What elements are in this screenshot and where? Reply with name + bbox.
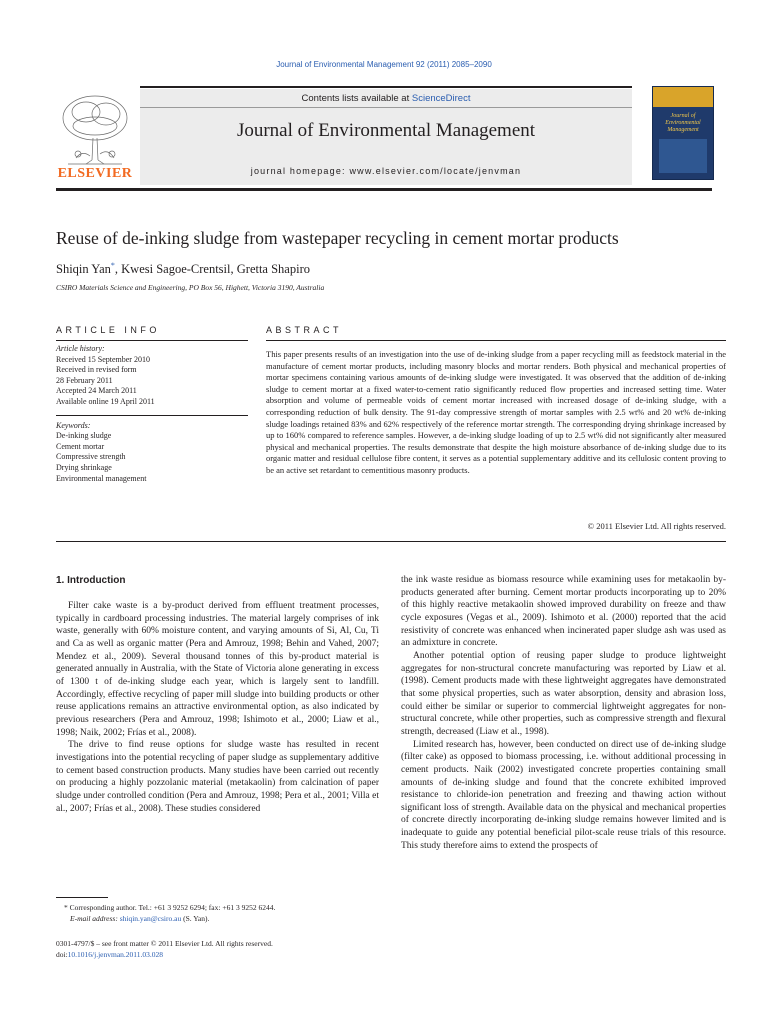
body-paragraph: the ink waste residue as biomass resource while examining uses for metakaolin by-products generated after burning. Cement mortar products incorporating up to 20% of this highly reactive metakaolin showed improved durability on freeze and thaw cycle exposures (Vegas et al., 2009). Ishimoto et al. (2000) reported that the acid resistivity of concrete was enhanced when incinerated paper sludge ash was used as an admixture in concrete. xyxy=(401,575,726,649)
section-heading-introduction: 1. Introduction xyxy=(56,575,126,586)
keywords-label: Keywords: xyxy=(56,420,91,430)
journal-homepage xyxy=(140,166,632,176)
keyword: Drying shrinkage xyxy=(56,462,112,472)
elsevier-wordmark: ELSEVIER xyxy=(57,166,133,181)
contents-line xyxy=(140,93,632,104)
header-bottom-rule xyxy=(56,188,712,191)
author-list: Shiqin Yan*, Kwesi Sagoe-Crentsil, Gretta Shapiro xyxy=(56,261,310,277)
homepage-prefix: journal homepage: xyxy=(250,166,350,176)
affiliation: CSIRO Materials Science and Engineering, PO Box 56, Highett, Victoria 3190, Australia xyxy=(56,283,325,292)
abstract-label: ABSTRACT xyxy=(266,325,343,335)
footnote-mark: * xyxy=(64,903,68,912)
history-item: Received 15 September 2010 xyxy=(56,354,150,364)
info-rule xyxy=(56,340,248,341)
history-label: Article history: xyxy=(56,344,105,353)
keyword: De-inking sludge xyxy=(56,431,112,441)
body-left-column xyxy=(56,600,379,815)
homepage-url[interactable]: www.elsevier.com/locate/jenvman xyxy=(349,166,522,176)
cover-title: Journal of Environmental Management xyxy=(665,113,701,133)
doi-label: doi: xyxy=(56,950,68,959)
article-title: Reuse of de-inking sludge from wastepaper recycling in cement mortar products xyxy=(56,228,619,248)
body-right-column xyxy=(401,574,726,852)
body-paragraph: Filter cake waste is a by-product derived from effluent treatment processes, typically in cardboard processing industries. The material largely comprises of ink waste, generally with 60% moisture content, and varying amounts of Si, Al, Cu, Ti and Ca as well as organic matter (Pera and Amrouz, 1998; Behin and Vahed, 2007; Mendez et al., 2009). Several thousand tonnes of this by-product material is generated annually in Australia, with the State of Victoria alone generating in excess of 1300 t of de-inking sludge each year, which is largely sent to landfill. Accordingly, effective recycling of paper mill sludge into building products or other reuse applications remains an attractive environmental option, as also indicated by previous researchers (Pera and Amrouz, 1998; Ishimoto et al., 2000; Liaw et al., 1998; Naik, 2002; Frías et al., 2008). xyxy=(56,601,379,738)
history-item: 28 February 2011 xyxy=(56,375,113,385)
keywords-rule xyxy=(56,415,248,416)
corresponding-mark[interactable]: * xyxy=(110,261,115,270)
history-item: Received in revised form xyxy=(56,365,137,375)
article-info xyxy=(56,344,248,484)
email-link[interactable]: shiqin.yan@csiro.au xyxy=(119,913,182,923)
history-item: Accepted 24 March 2011 xyxy=(56,386,137,396)
email-label: E-mail address: xyxy=(70,913,118,923)
body-paragraph: Limited research has, however, been conducted on direct use of de-inking sludge (filter cake) as opposed to biomass processing, i.e. without additional processing in cement products. Naik (2002) investigated concrete properties containing small amounts of de-inking sludge and found that the concrete exhibited improved resistance to chloride-ion penetration and freezing and thawing action without significant loss of strength. Available data on the physical and mechanical properties of concrete directly incorporating de-inking sludge remains however limited and is inadequate to guide any potential beneficial pilot-scale reuse trials of this resource. This study therefore aims to extend the prospects of xyxy=(401,739,726,851)
banner-divider xyxy=(140,107,632,108)
abstract-text: This paper presents results of an investigation into the use of de-inking sludge from a paper recycling mill as feedstock material in the manufacture of cement mortar products, including masonry blocks and mortar renders. Both physical and mechanical properties of mortar specimens containing various amounts of de-inking sludge were investigated. It was observed that the addition of de-inking sludge to cement mortar at a fixed water-to-cement ratio significantly reduced flow properties and increased setting time. Water absorption and volume of permeable voids of cement mortar increased with increased dosage of de-inking sludge, with a corresponding reduction of bulk density. The 91-day compressive strength of mortar samples with 2.5 wt% and 20 wt% de-inking sludge loadings retained 83% and 62% respectively of the reference mortar strength. The corresponding drying shrinkage increased by up to 160% compared to reference samples. However, a de-inking sludge loading of up to 2.5 wt% did not significantly alter measured physical and mechanical properties. The results demonstrate that despite the high moisture absorbance of de-inking sludge due to its organic matter and residual cellulose fibre content, it serves as a potential supplementary additive and its cellulosic content proving to be an active set retardant to cementitious masonry products. xyxy=(266,349,726,475)
author-name: Kwesi Sagoe-Crentsil xyxy=(121,262,231,277)
footnote-text: Corresponding author. Tel.: +61 3 9252 6294; fax: +61 3 9252 6244. xyxy=(69,903,276,912)
body-paragraph: Another potential option of reusing paper sludge to produce lightweight aggregates for non-structural concrete manufacturing was reported by Liaw et al. (1998). Cement products made with these lightweight aggregates have demonstrated that some physical properties, such as water absorption, density and abrasion loss, could either be similar or superior to commercial lightweight aggregates for non-structural concrete, while other properties, such as compressive strength and flexural strength, decreased (Liaw et al., 1998). xyxy=(401,650,726,737)
header-top-rule xyxy=(140,86,632,88)
email-suffix: (S. Yan). xyxy=(183,913,210,923)
front-matter xyxy=(56,938,379,960)
author-name: Shiqin Yan xyxy=(56,262,111,277)
keyword: Cement mortar xyxy=(56,441,105,451)
article-info-label: ARTICLE INFO xyxy=(56,325,160,335)
footnote-rule xyxy=(56,897,108,898)
cover-image xyxy=(659,139,707,173)
contents-prefix: Contents lists available at xyxy=(301,93,410,104)
keyword: Environmental management xyxy=(56,473,147,483)
corresponding-footnote xyxy=(56,903,379,924)
journal-cover-thumbnail[interactable] xyxy=(652,86,714,180)
issn-line: 0301-4797/$ – see front matter © 2011 Elsevier Ltd. All rights reserved. xyxy=(56,939,273,948)
keyword: Compressive strength xyxy=(56,452,126,462)
body-paragraph: The drive to find reuse options for sludge waste has resulted in recent investigations into the potential recycling of paper sludge as supplementary additive to cement based construction products. Many studies have been carried out recently on producing a highly pozzolanic material (metakaolin) from calcination of paper sludge under controlled condition (Pera and Amrouz, 1998; Pera et al., 2001; Villa et al., 2007; Frías et al., 2008). These studies considered xyxy=(56,740,379,814)
author-name: Gretta Shapiro xyxy=(236,262,310,277)
journal-title: Journal of Environmental Management xyxy=(236,120,536,141)
history-item: Available online 19 April 2011 xyxy=(56,396,155,406)
doi-link[interactable]: 10.1016/j.jenvman.2011.03.028 xyxy=(67,950,164,959)
abstract-copyright: © 2011 Elsevier Ltd. All rights reserved. xyxy=(587,521,726,531)
sciencedirect-link[interactable]: ScienceDirect xyxy=(411,93,471,104)
cover-band xyxy=(653,87,713,107)
journal-citation[interactable]: Journal of Environmental Management 92 (2011) 2085–2090 xyxy=(276,60,492,69)
abstract-bottom-rule xyxy=(56,541,726,542)
abstract-rule xyxy=(266,340,726,341)
